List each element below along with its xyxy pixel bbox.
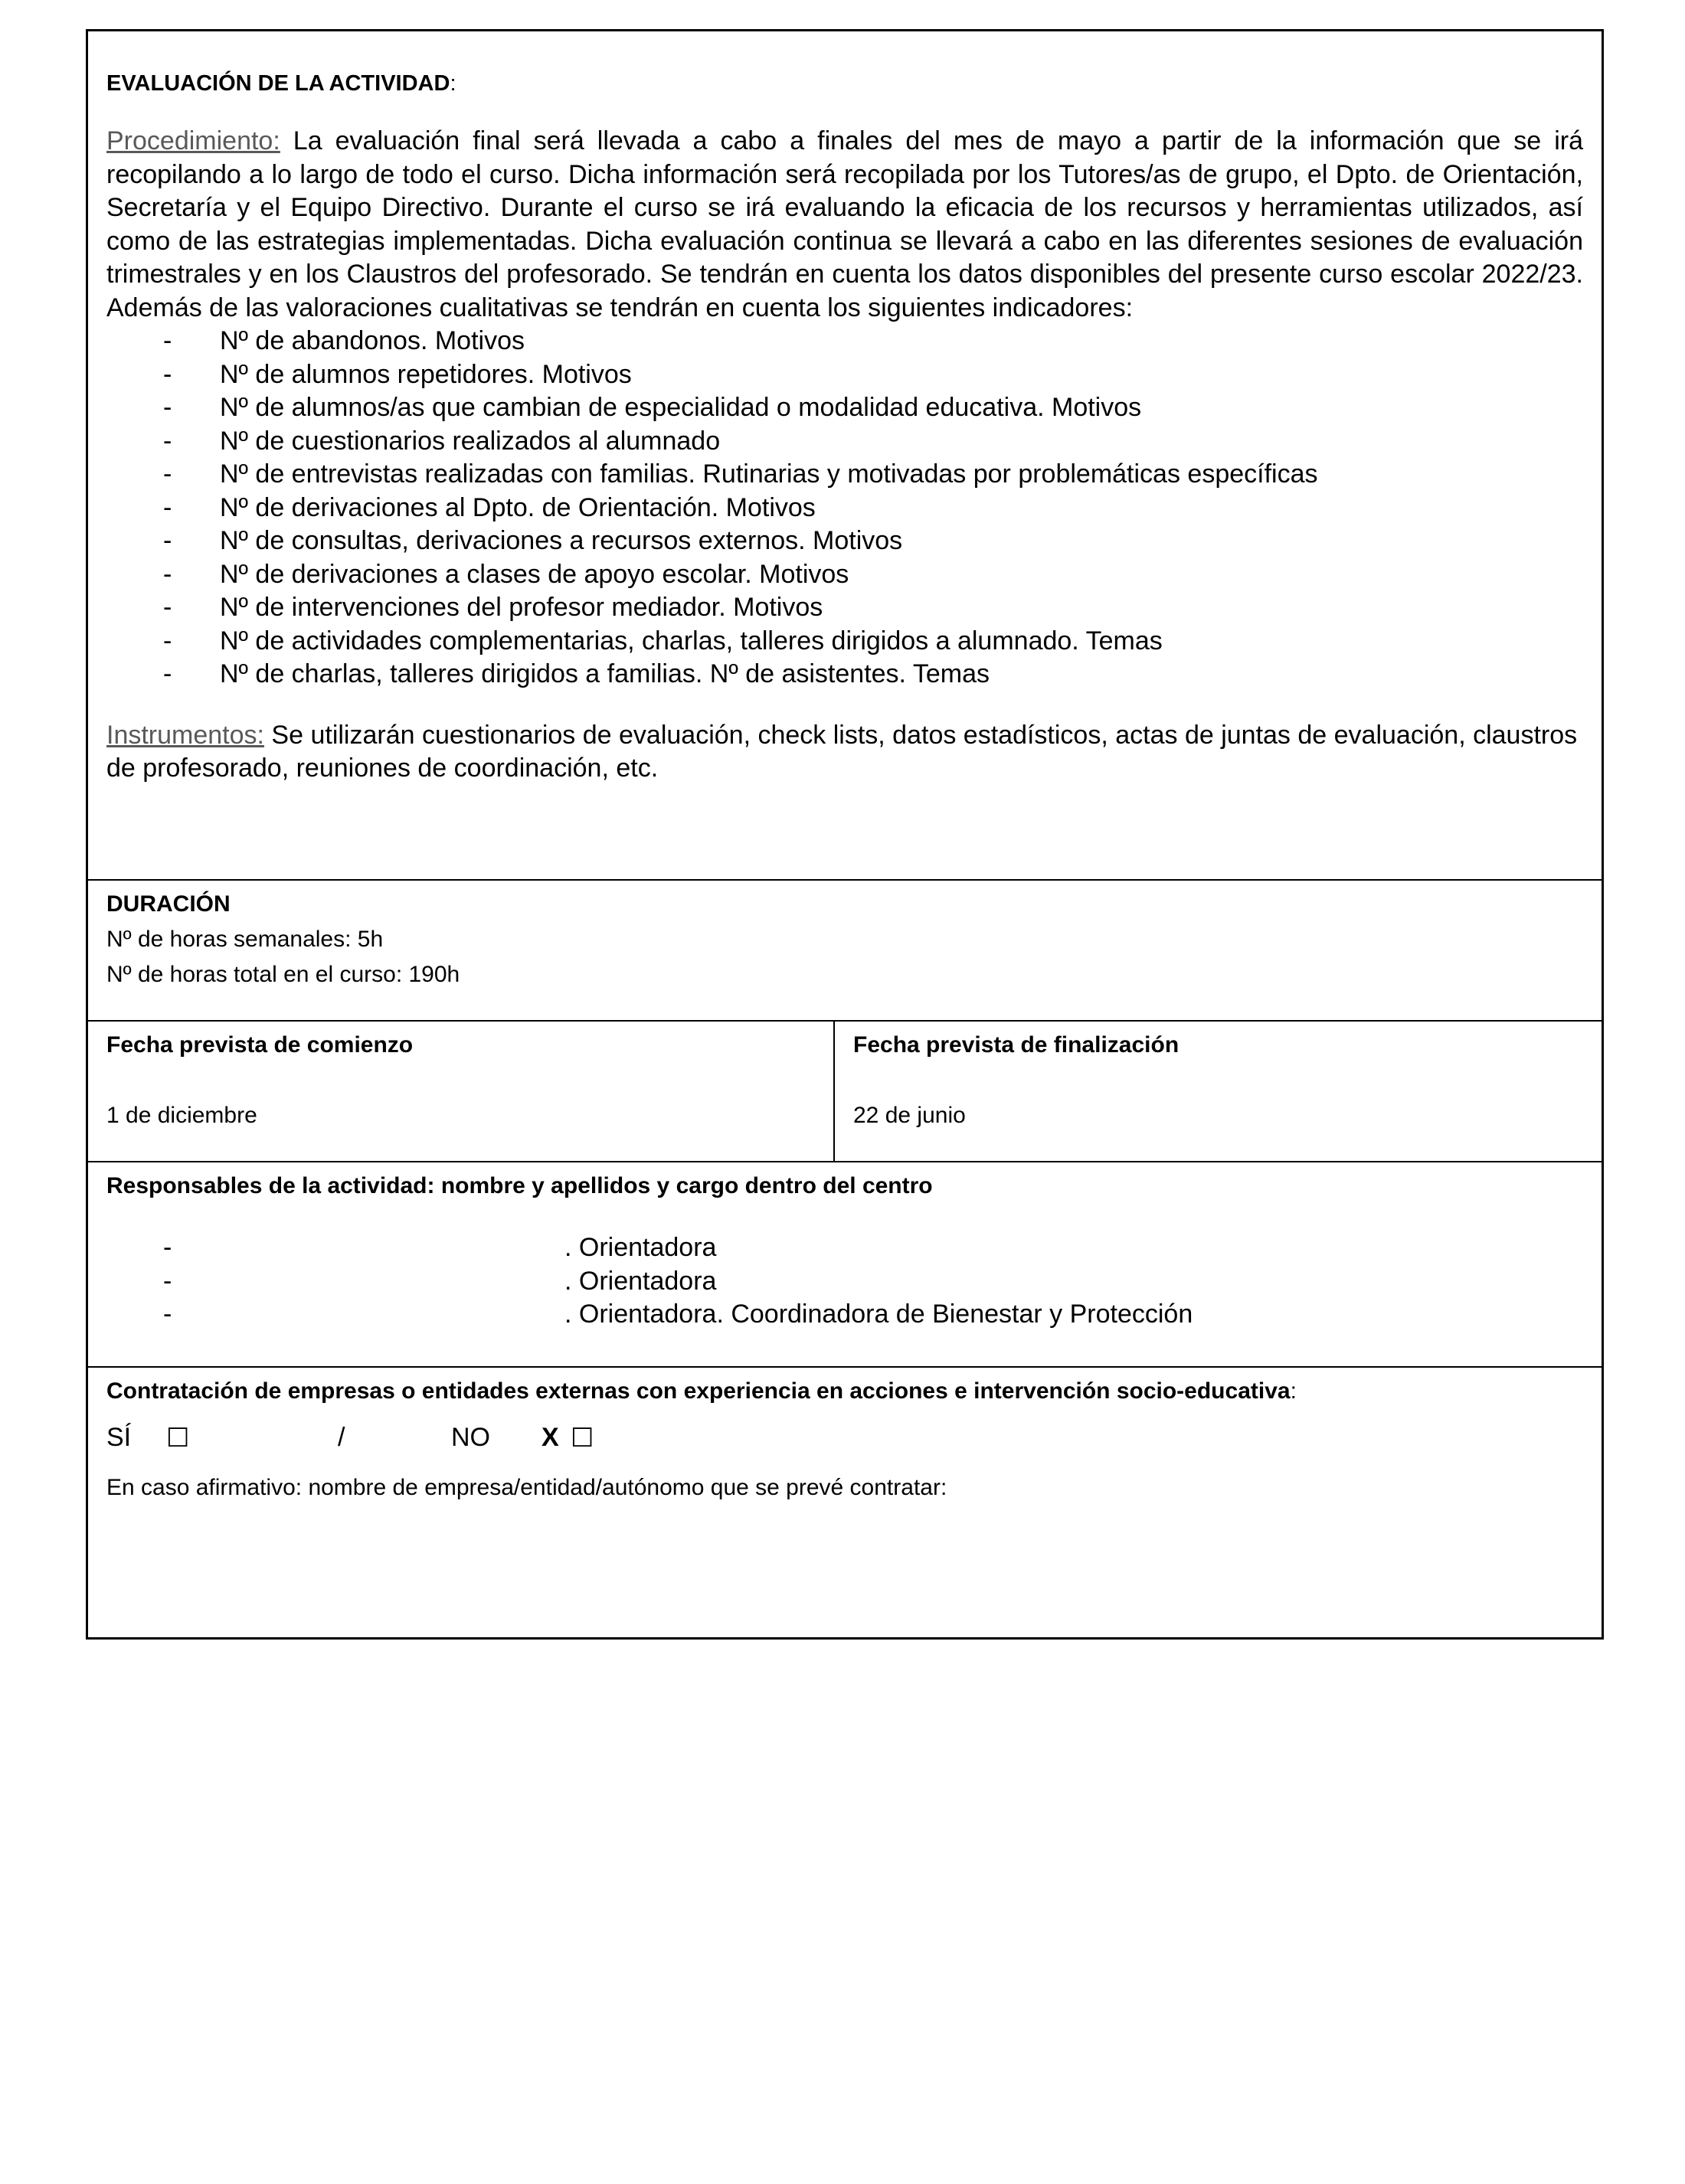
indicator-text: Nº de alumnos/as que cambian de especialidad o modalidad educativa. Motivos (220, 393, 1142, 422)
no-checkbox[interactable]: ☐ (571, 1424, 594, 1453)
responsable-role: . Orientadora (564, 1266, 717, 1296)
indicator-item (106, 391, 1583, 425)
indicator-text: Nº de derivaciones al Dpto. de Orientación. Motivos (220, 492, 816, 522)
bullet-dash: - (163, 626, 172, 656)
bullet-dash: - (163, 393, 172, 422)
bullet-dash: - (163, 1300, 172, 1329)
responsables-list (106, 1231, 1583, 1332)
indicator-item (106, 458, 1583, 492)
responsable-item (106, 1231, 1583, 1265)
responsable-role: . Orientadora. Coordinadora de Bienestar y Protección (564, 1300, 1193, 1329)
yes-no-choice (106, 1409, 1583, 1464)
contratacion-section (88, 1368, 1602, 1637)
responsables-title: Responsables de la actividad: nombre y apellidos y cargo dentro del centro (106, 1173, 933, 1198)
evaluation-title-text: EVALUACIÓN DE LA ACTIVIDAD (106, 71, 450, 96)
instrumentos-paragraph (106, 719, 1583, 786)
dates-section (88, 1022, 1602, 1162)
start-date-cell (88, 1022, 835, 1161)
bullet-dash: - (163, 1266, 172, 1296)
indicator-item (106, 591, 1583, 625)
indicator-item (106, 625, 1583, 659)
indicator-text: Nº de charlas, talleres dirigidos a familias. Nº de asistentes. Temas (220, 659, 990, 688)
indicator-text: Nº de alumnos repetidores. Motivos (220, 359, 632, 389)
indicator-text: Nº de intervenciones del profesor mediador. Motivos (220, 593, 823, 622)
evaluation-title-colon: : (450, 71, 456, 96)
bullet-dash: - (163, 526, 172, 555)
instrumentos-label: Instrumentos: (106, 720, 264, 750)
start-date-value: 1 de diciembre (106, 1103, 257, 1128)
bullet-dash: - (163, 1233, 172, 1262)
contratacion-title (106, 1374, 1583, 1409)
indicator-text: Nº de cuestionarios realizados al alumnado (220, 426, 721, 456)
bullet-dash: - (163, 359, 172, 389)
responsables-section (88, 1162, 1602, 1368)
indicator-item (106, 425, 1583, 459)
si-label: SÍ (106, 1423, 132, 1452)
procedimiento-text: La evaluación final será llevada a cabo a finales del mes de mayo a partir de la información que se irá recopilando a lo largo de todo el curso. Dicha información será recopilada por los Tutores/as de grupo, el Dpto. de Orientación, Secretaría y el Equipo Directivo. Durante el curso se irá evaluando la eficacia de los recursos y herramientas utilizados, así como de las estrategias implementadas. Dicha evaluación continua se llevará a cabo en las diferentes sesiones de evaluación trimestrales y en los Claustros del profesorado. Se tendrán en cuenta los datos disponibles del presente curso escolar 2022/23. Además de las valoraciones cualitativas se tendrán en cuenta los siguientes indicadores: (106, 126, 1583, 322)
choice-separator: / (338, 1423, 345, 1452)
contratacion-note: En caso afirmativo: nombre de empresa/entidad/autónomo que se prevé contratar: (106, 1475, 947, 1500)
indicator-text: Nº de entrevistas realizadas con familias. Rutinarias y motivadas por problemáticas específicas (220, 459, 1318, 489)
indicator-text: Nº de abandonos. Motivos (220, 326, 525, 355)
indicators-list (106, 325, 1583, 691)
bullet-dash: - (163, 593, 172, 622)
responsable-item (106, 1265, 1583, 1299)
bullet-dash: - (163, 659, 172, 688)
end-date-value: 22 de junio (853, 1103, 966, 1128)
indicator-text: Nº de consultas, derivaciones a recursos externos. Motivos (220, 526, 903, 555)
indicator-item (106, 525, 1583, 558)
no-mark: X (541, 1423, 559, 1452)
total-hours: Nº de horas total en el curso: 190h (106, 962, 460, 987)
bullet-dash: - (163, 326, 172, 355)
indicator-item (106, 325, 1583, 358)
contratacion-title-colon: : (1290, 1378, 1297, 1404)
bullet-dash: - (163, 426, 172, 456)
end-date-label: Fecha prevista de finalización (853, 1032, 1180, 1058)
contratacion-title-text: Contratación de empresas o entidades externas con experiencia en acciones e intervención socio-educativa (106, 1378, 1291, 1404)
bullet-dash: - (163, 492, 172, 522)
procedimiento-label: Procedimiento: (106, 126, 280, 155)
responsable-role: . Orientadora (564, 1233, 717, 1262)
indicator-text: Nº de actividades complementarias, charlas, talleres dirigidos a alumnado. Temas (220, 626, 1163, 656)
evaluation-title (106, 70, 1583, 97)
indicator-item (106, 492, 1583, 525)
indicator-item (106, 358, 1583, 392)
start-date-label: Fecha prevista de comienzo (106, 1032, 414, 1058)
si-checkbox[interactable]: ☐ (166, 1424, 190, 1453)
evaluation-section (88, 31, 1602, 881)
duration-section (88, 881, 1602, 1022)
activity-form (86, 29, 1604, 1640)
bullet-dash: - (163, 459, 172, 489)
bullet-dash: - (163, 559, 172, 589)
no-label: NO (451, 1423, 490, 1452)
duration-title: DURACIÓN (106, 891, 231, 917)
end-date-cell (835, 1022, 1602, 1161)
instrumentos-text: Se utilizarán cuestionarios de evaluación, check lists, datos estadísticos, actas de juntas de evaluación, claustros de profesorado, reuniones de coordinación, etc. (106, 720, 1578, 783)
indicator-item (106, 658, 1583, 691)
procedimiento-paragraph (106, 125, 1583, 325)
responsable-item (106, 1298, 1583, 1332)
indicator-text: Nº de derivaciones a clases de apoyo escolar. Motivos (220, 559, 849, 589)
indicator-item (106, 558, 1583, 592)
weekly-hours: Nº de horas semanales: 5h (106, 927, 384, 952)
